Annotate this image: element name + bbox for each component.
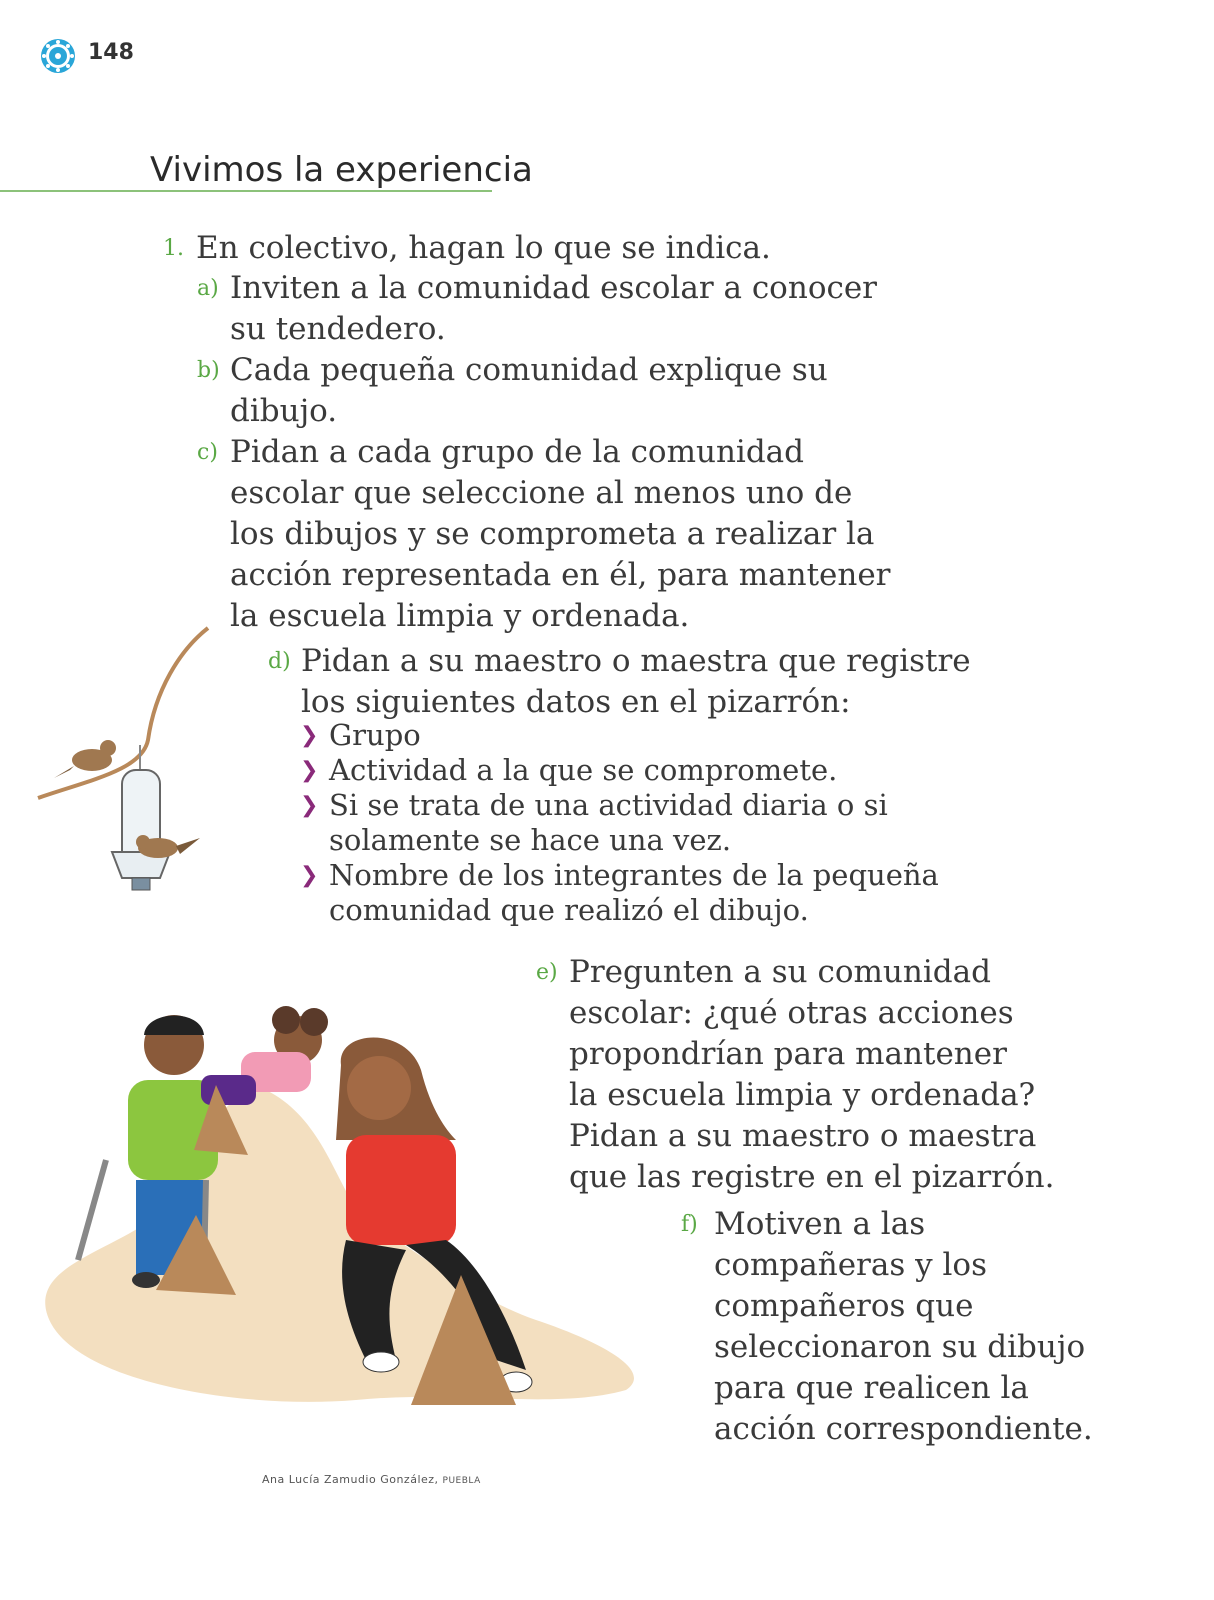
text-line: Pregunten a su comunidad: [569, 954, 991, 990]
text-line: compañeras y los: [714, 1247, 987, 1283]
text-line: Inviten a la comunidad escolar a conocer: [230, 270, 878, 306]
children-cleaning-illustration: [36, 990, 648, 1440]
text-line: la escuela limpia y ordenada.: [230, 598, 690, 634]
text-line: seleccionaron su dibujo: [714, 1329, 1086, 1365]
chevron-right-icon: ❯: [300, 723, 319, 748]
text-line: Pidan a su maestro o maestra: [569, 1118, 1037, 1154]
bird-icon: [136, 835, 200, 858]
chevron-right-icon: ❯: [300, 793, 319, 818]
chevron-right-icon: ❯: [300, 758, 319, 783]
text-line: Actividad a la que se compromete.: [329, 753, 838, 787]
item-marker: e): [536, 960, 558, 985]
text-line: la escuela limpia y ordenada?: [569, 1077, 1036, 1113]
text-line: Si se trata de una actividad diaria o si: [329, 788, 888, 822]
text-line: Cada pequeña comunidad explique su: [230, 352, 828, 388]
item-marker: d): [268, 649, 291, 674]
text-line: acción correspondiente.: [714, 1411, 1093, 1447]
item-marker: a): [197, 276, 219, 301]
text-line: acción representada en él, para mantener: [230, 557, 891, 593]
girl-figure-front: [336, 1038, 532, 1406]
text-line: Motiven a las: [714, 1206, 926, 1242]
text-line: escolar que seleccione al menos uno de: [230, 475, 853, 511]
text-line: Nombre de los integrantes de la pequeña: [329, 858, 939, 892]
text-line: para que realicen la: [714, 1370, 1029, 1406]
text-line: comunidad que realizó el dibujo.: [329, 893, 809, 927]
text-line: Grupo: [329, 718, 421, 752]
page-number: 148: [88, 40, 134, 65]
item-marker: f): [681, 1212, 698, 1237]
text-line: que las registre en el pizarrón.: [569, 1159, 1055, 1195]
text-line: escolar: ¿qué otras acciones: [569, 995, 1014, 1031]
text-line: dibujo.: [230, 393, 338, 429]
text-line: Pidan a cada grupo de la comunidad: [230, 434, 804, 470]
credit-author: Ana Lucía Zamudio González,: [262, 1473, 439, 1486]
text-line: los siguientes datos en el pizarrón:: [301, 684, 851, 720]
text-line: Pidan a su maestro o maestra que registre: [301, 643, 971, 679]
text-line: propondrían para mantener: [569, 1036, 1007, 1072]
bird-feeder-illustration: [30, 620, 220, 900]
chevron-right-icon: ❯: [300, 863, 319, 888]
item-marker: 1.: [163, 236, 184, 261]
credit-state: PUEBLA: [442, 1476, 481, 1486]
text-line: solamente se hace una vez.: [329, 823, 732, 857]
circle-ornament-icon: [38, 36, 78, 76]
title-rule: [0, 190, 492, 192]
illustration-credit: [262, 1473, 481, 1486]
item-text: En colectivo, hagan lo que se indica.: [196, 230, 771, 266]
section-title: Vivimos la experiencia: [150, 150, 533, 190]
bird-icon: [54, 740, 116, 778]
text-line: su tendedero.: [230, 311, 446, 347]
text-line: compañeros que: [714, 1288, 974, 1324]
item-marker: b): [197, 358, 220, 383]
text-line: los dibujos y se comprometa a realizar la: [230, 516, 875, 552]
item-marker: c): [197, 440, 218, 465]
